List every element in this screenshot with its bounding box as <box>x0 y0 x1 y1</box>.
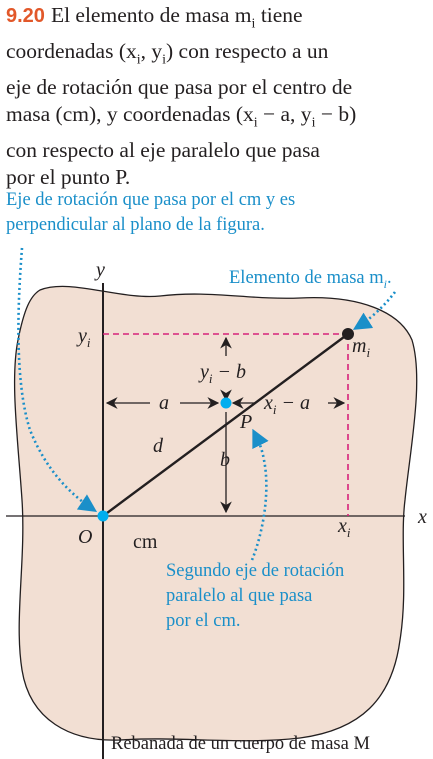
p-label: P <box>240 411 253 433</box>
axis-note: Eje de rotación que pasa por el cm y es perpendicular al plano de la figura. <box>6 190 296 235</box>
yi-minus-b-label: $y_i - b$ <box>200 361 247 386</box>
cm-point <box>98 511 109 522</box>
second-axis-label-3: por el cm. <box>166 611 241 631</box>
figure-caption: 9.20 El elemento de masa $m_i$ tiene coordenadas ($x_i$, $y_i$) con respecto a un eje de rotación que pasa por el centro de masa (cm), y coordenadas ($x_i - a$, $y_i - b$) con respecto al eje paralelo que pasa por el punto P. <box>6 3 357 190</box>
second-axis-label-1: Segundo eje de rotación <box>166 561 345 581</box>
body-label: Rebanada de un cuerpo de masa M <box>111 734 370 754</box>
origin-label: O <box>78 526 93 548</box>
second-axis-label-2: paralelo al que pasa <box>166 586 313 606</box>
d-label: d <box>153 435 163 457</box>
y-axis-label: y <box>96 259 105 281</box>
element-label: Elemento de masa $m_i$. <box>229 268 392 291</box>
xi-label: $x_i$ <box>338 515 351 540</box>
xi-minus-a-label: $x_i - a$ <box>264 392 311 417</box>
yi-label: $y_i$ <box>78 325 91 350</box>
mi-label: $m_i$ <box>352 335 371 360</box>
figure-number: 9.20 <box>6 5 45 27</box>
a-label: a <box>159 392 169 414</box>
x-axis-label: x <box>418 506 427 528</box>
cm-label: cm <box>133 531 158 553</box>
p-point <box>221 398 232 409</box>
b-label: b <box>220 449 230 471</box>
